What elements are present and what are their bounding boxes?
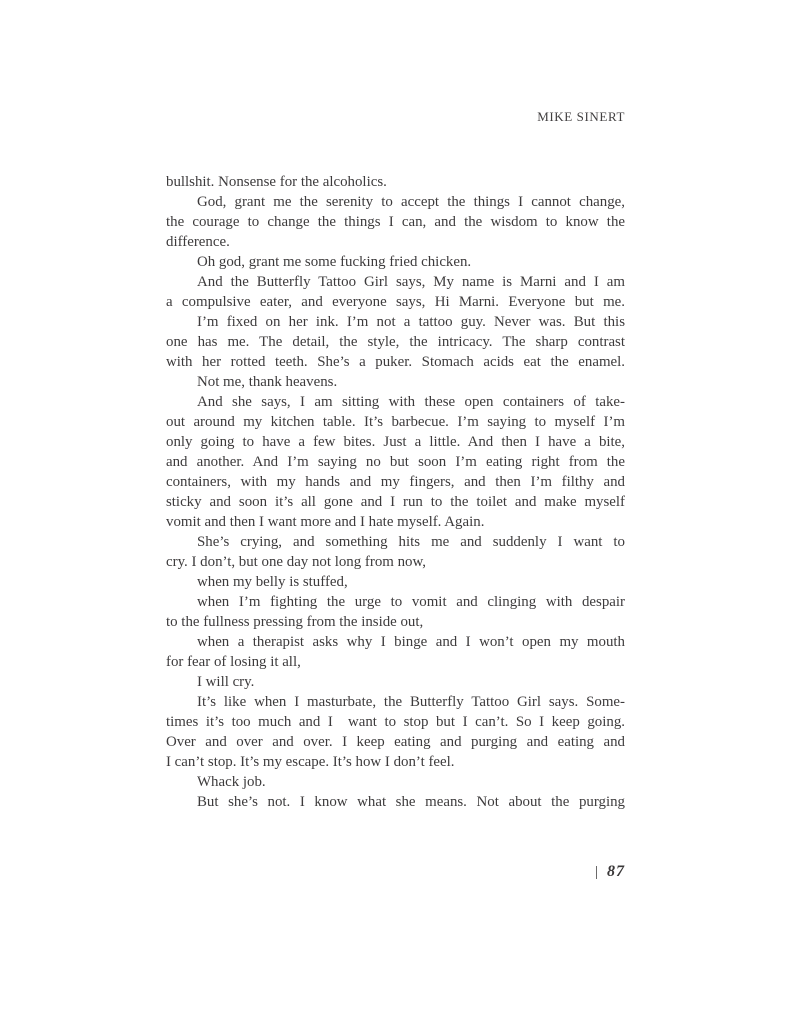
text-line: only going to have a few bites. Just a little. And then I have a bite, <box>166 434 625 450</box>
text-line: sticky and soon it’s all gone and I run to the toilet and make myself <box>166 494 625 510</box>
text-line: one has me. The detail, the style, the intricacy. The sharp contrast <box>166 334 625 350</box>
text-line: and another. And I’m saying no but soon I’m eating right from the <box>166 454 625 470</box>
text-line: a compulsive eater, and everyone says, Hi Marni. Everyone but me. <box>166 294 625 310</box>
text-line: I can’t stop. It’s my escape. It’s how I don’t feel. <box>166 754 455 770</box>
text-line: for fear of losing it all, <box>166 654 301 670</box>
text-line: times it’s too much and I want to stop but I can’t. So I keep going. <box>166 714 625 730</box>
page-number: 87 <box>607 863 625 880</box>
text-line: Whack job. <box>197 774 266 790</box>
text-line: Over and over and over. I keep eating and purging and eating and <box>166 734 625 750</box>
text-line: when a therapist asks why I binge and I won’t open my mouth <box>197 634 625 650</box>
text-line: difference. <box>166 234 230 250</box>
text-line: I will cry. <box>197 674 255 690</box>
text-line: to the fullness pressing from the inside out, <box>166 614 424 630</box>
running-header-author: MIKE SINERT <box>537 109 625 124</box>
text-line: bullshit. Nonsense for the alcoholics. <box>166 174 387 190</box>
text-line: And she says, I am sitting with these open containers of take- <box>197 394 625 410</box>
text-line: It’s like when I masturbate, the Butterfly Tattoo Girl says. Some- <box>197 694 625 710</box>
text-line: when I’m fighting the urge to vomit and clinging with despair <box>197 594 625 610</box>
body-text <box>166 172 625 812</box>
text-line: Not me, thank heavens. <box>197 374 338 390</box>
text-line: when my belly is stuffed, <box>197 574 348 590</box>
text-line: with her rotted teeth. She’s a puker. Stomach acids eat the enamel. <box>166 354 625 370</box>
text-line: out around my kitchen table. It’s barbecue. I’m saying to myself I’m <box>166 414 625 430</box>
text-line: vomit and then I want more and I hate myself. Again. <box>166 514 485 530</box>
text-line: the courage to change the things I can, and the wisdom to know the <box>166 214 625 230</box>
text-line: She’s crying, and something hits me and suddenly I want to <box>197 534 625 550</box>
text-line: containers, with my hands and my fingers, and then I’m filthy and <box>166 474 625 490</box>
page-number-separator: | <box>594 864 598 880</box>
text-line: cry. I don’t, but one day not long from now, <box>166 554 426 570</box>
text-line: But she’s not. I know what she means. Not about the purging <box>197 794 625 810</box>
text-line: I’m fixed on her ink. I’m not a tattoo guy. Never was. But this <box>197 314 625 330</box>
page-footer <box>595 862 625 882</box>
text-line: God, grant me the serenity to accept the things I cannot change, <box>197 194 625 210</box>
text-line: And the Butterfly Tattoo Girl says, My name is Marni and I am <box>197 274 625 290</box>
text-line: Oh god, grant me some fucking fried chicken. <box>197 254 472 270</box>
